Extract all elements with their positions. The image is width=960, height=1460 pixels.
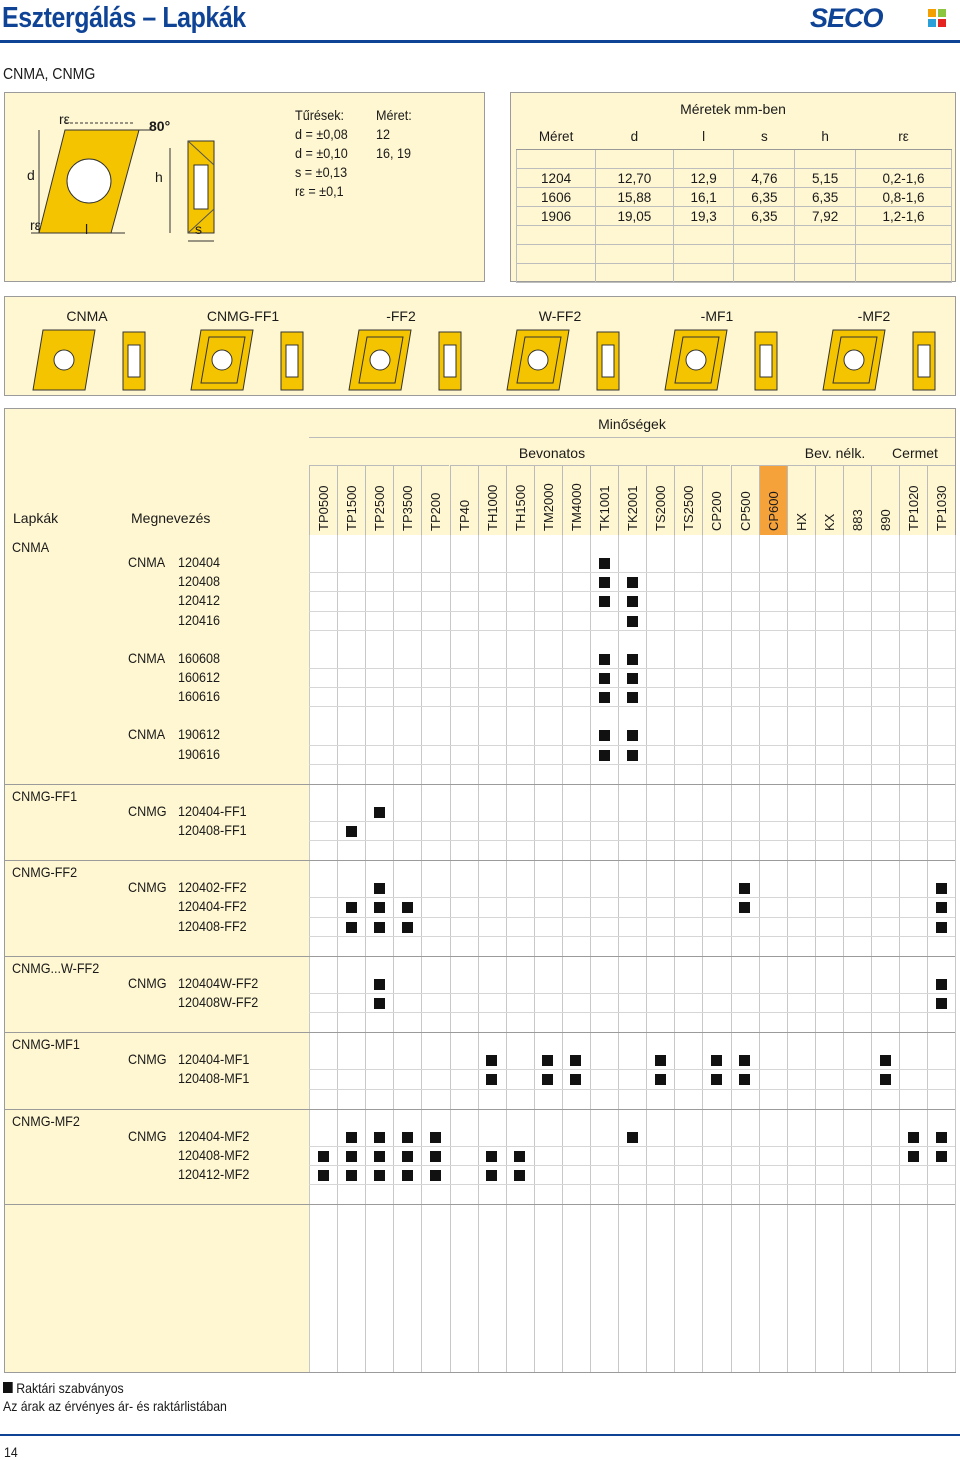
grade-header-label: TP40: [456, 499, 472, 531]
stock-mark-icon: [430, 1151, 441, 1162]
tolerance-line: d = ±0,08: [295, 126, 348, 142]
insert-type-label: W-FF2: [538, 308, 582, 324]
insert-type-label: -FF2: [386, 308, 416, 324]
grade-header: [590, 465, 618, 535]
dim-cell: 12,9: [673, 169, 734, 188]
d-label: d: [27, 167, 35, 183]
grid-hline: [309, 764, 955, 765]
grade-header: [843, 465, 871, 535]
grade-header-label: TM4000: [568, 483, 584, 531]
grade-header: [337, 465, 365, 535]
grid-hline: [309, 993, 955, 994]
tolerance-line: rε = ±0,1: [295, 183, 344, 199]
row-size: 120412: [178, 592, 221, 609]
dim-header: Méret: [517, 124, 596, 150]
l-label: l: [85, 221, 89, 237]
grid-hline: [309, 611, 955, 612]
dim-spacer: [517, 226, 952, 245]
dimensions-header-row: [517, 124, 952, 150]
col-megnevezes: Megnevezés: [131, 510, 211, 526]
grade-header: [787, 465, 815, 535]
row-size: 120404-MF1: [178, 1051, 250, 1068]
grade-header: [731, 465, 759, 535]
stock-mark-icon: [346, 922, 357, 933]
stock-mark-icon: [402, 1170, 413, 1181]
s-label: s: [195, 221, 202, 237]
stock-mark-icon: [402, 1132, 413, 1143]
page-header: [0, 0, 960, 40]
grade-header-label: CP600: [765, 491, 781, 531]
grid-vline: [674, 535, 675, 1372]
stock-mark-icon: [402, 902, 413, 913]
dim-cell: 6,35: [734, 188, 795, 207]
stock-mark-icon: [627, 730, 638, 741]
grid-hline: [309, 745, 955, 746]
size-line: 12: [376, 126, 391, 142]
dim-cell: 0,8-1,6: [856, 188, 952, 207]
insert-shape-icon: [33, 330, 145, 390]
grade-header: [393, 465, 421, 535]
stock-mark-icon: [908, 1151, 919, 1162]
grid-vline: [843, 535, 844, 1372]
grade-header: [646, 465, 674, 535]
grade-header: [815, 465, 843, 535]
dim-spacer: [517, 150, 952, 169]
row-code: CNMG: [128, 802, 167, 819]
row-size: 160612: [178, 669, 221, 685]
stock-mark-icon: [374, 1170, 385, 1181]
grade-header: [871, 465, 899, 535]
grade-header: [421, 465, 449, 535]
dim-row: [517, 188, 952, 207]
dim-cell: 16,1: [673, 188, 734, 207]
grade-header: [618, 465, 646, 535]
grade-header-label: TH1000: [484, 484, 500, 531]
grid-hline: [309, 1165, 955, 1166]
dim-cell: 5,15: [795, 169, 856, 188]
grid-hline: [309, 917, 955, 918]
stock-mark-icon: [627, 750, 638, 761]
grid-vline: [478, 535, 479, 1372]
grid-hline: [309, 1012, 955, 1013]
grid-vline: [731, 535, 732, 1372]
re-label: rε: [59, 111, 70, 127]
h-label: h: [155, 169, 163, 185]
stock-mark-icon: [374, 883, 385, 894]
row-size: 120408-FF2: [178, 917, 247, 934]
stock-mark-icon: [374, 902, 385, 913]
stock-mark-icon: [739, 902, 750, 913]
row-size: 120412-MF2: [178, 1166, 250, 1182]
grade-header: [899, 465, 927, 535]
stock-mark-icon: [627, 654, 638, 665]
stock-mark-icon: [936, 1132, 947, 1143]
insert-type-label: -MF1: [700, 308, 734, 324]
size-title: Méret:: [376, 107, 412, 123]
insert-shape-icon: [823, 330, 935, 390]
row-size: 120408-MF2: [178, 1146, 250, 1163]
insert-shape-icon: [507, 330, 619, 390]
grid-vline: [337, 535, 338, 1372]
stock-mark-icon: [486, 1074, 497, 1085]
footer-note: Az árak az érvényes ár- és raktárlistában: [3, 1398, 227, 1414]
row-size: 120408: [178, 573, 221, 590]
stock-mark-icon: [570, 1074, 581, 1085]
dim-cell: 6,35: [795, 188, 856, 207]
legend-text: Raktári szabványos: [16, 1380, 124, 1396]
insert-shape-icon: [191, 330, 303, 390]
grade-header: [450, 465, 478, 535]
grade-header: [759, 465, 787, 535]
stock-mark-icon: [374, 1151, 385, 1162]
tolerance-line: d = ±0,10: [295, 145, 348, 161]
stock-mark-icon: [374, 1132, 385, 1143]
grade-header-label: TP2500: [372, 485, 388, 531]
dim-header: d: [596, 124, 674, 150]
size-block: [376, 106, 412, 163]
grid-vline: [506, 535, 507, 1372]
angle-label: 80°: [149, 118, 171, 134]
stock-mark-icon: [430, 1132, 441, 1143]
stock-mark-icon: [514, 1170, 525, 1181]
grid-hline: [309, 897, 955, 898]
grid-vline: [899, 535, 900, 1372]
grade-header-label: CP200: [709, 491, 725, 531]
row-size: 160608: [178, 649, 221, 666]
grid-vline: [590, 535, 591, 1372]
stock-mark-icon: [486, 1170, 497, 1181]
row-size: 120404-FF1: [178, 802, 247, 819]
grade-header-label: TP1500: [344, 485, 360, 531]
grid-vline: [955, 535, 956, 1372]
dim-cell: 7,92: [795, 207, 856, 226]
group-separator: [5, 1204, 955, 1205]
grid-vline: [618, 535, 619, 1372]
group-label: CNMG-FF1: [12, 787, 78, 804]
grid-hline: [309, 1146, 955, 1147]
dim-header: l: [673, 124, 734, 150]
stock-mark-icon: [711, 1074, 722, 1085]
stock-mark-icon: [599, 558, 610, 569]
insert-shapes-drawing: [5, 297, 955, 397]
stock-mark-icon: [346, 826, 357, 837]
tolerance-line: s = ±0,13: [295, 164, 348, 180]
stock-mark-icon: [599, 730, 610, 741]
stock-mark-icon: [599, 577, 610, 588]
stock-mark-icon: [739, 1055, 750, 1066]
grid-vline: [787, 535, 788, 1372]
stock-mark-icon: [880, 1055, 891, 1066]
stock-mark-icon: [486, 1151, 497, 1162]
row-code: CNMG: [128, 879, 167, 896]
grade-header-label: TK2001: [625, 485, 641, 531]
dimensions-panel: [510, 92, 956, 282]
stock-mark-icon: [346, 1170, 357, 1181]
grades-grid-layer: [5, 409, 955, 1372]
col-lapkak: Lapkák: [13, 510, 59, 526]
dim-spacer: [517, 245, 952, 264]
grade-header-label: 883: [849, 509, 865, 531]
grade-header: [702, 465, 730, 535]
grid-hline: [309, 936, 955, 937]
grade-header: [365, 465, 393, 535]
stock-mark-icon: [880, 1074, 891, 1085]
row-code: CNMA: [128, 554, 166, 570]
stock-mark-icon: [402, 1151, 413, 1162]
grade-header-label: TP1030: [934, 485, 950, 531]
row-size: 190612: [178, 726, 221, 743]
dim-header: s: [734, 124, 795, 150]
stock-mark-icon: [627, 596, 638, 607]
grid-hline: [309, 1184, 955, 1185]
grid-vline: [365, 535, 366, 1372]
group-label: CNMG-MF1: [12, 1036, 80, 1053]
grid-vline: [759, 535, 760, 1372]
grid-hline: [309, 1069, 955, 1070]
cermet-title: Cermet: [875, 437, 955, 465]
group-label: CNMA: [12, 539, 50, 555]
stock-mark-icon: [627, 692, 638, 703]
coated-title: Bevonatos: [309, 437, 795, 465]
grade-header-label: TK1001: [597, 485, 613, 531]
row-code: CNMG: [128, 1127, 167, 1144]
stock-mark-icon: [739, 883, 750, 894]
stock-mark-icon: [374, 807, 385, 818]
stock-mark-icon: [486, 1055, 497, 1066]
grade-header: [506, 465, 534, 535]
row-size: 120404: [178, 554, 221, 570]
grade-header-label: TP200: [428, 492, 444, 531]
stock-mark-icon: [599, 596, 610, 607]
stock-mark-icon: [346, 1151, 357, 1162]
grid-hline: [309, 821, 955, 822]
grade-header-label: TP3500: [400, 485, 416, 531]
grade-header: [927, 465, 955, 535]
grid-hline: [309, 591, 955, 592]
grid-vline: [393, 535, 394, 1372]
dimensions-title: Méretek mm-ben: [680, 101, 786, 117]
grade-header-label: TS2500: [681, 485, 697, 531]
row-code: CNMG: [128, 974, 167, 991]
seco-logo: [808, 6, 958, 30]
group-separator: [5, 956, 955, 957]
group-separator: [5, 860, 955, 861]
stock-mark-icon: [374, 998, 385, 1009]
grid-vline: [702, 535, 703, 1372]
grade-header-label: TP0500: [316, 485, 332, 531]
grid-vline: [309, 535, 310, 1372]
dim-cell: 0,2-1,6: [856, 169, 952, 188]
grade-header-label: TM2000: [540, 483, 556, 531]
grade-header: [562, 465, 590, 535]
size-line: 16, 19: [376, 145, 412, 161]
grades-table: [4, 408, 956, 1373]
dim-header: rε: [856, 124, 952, 150]
stock-mark-icon: [936, 1151, 947, 1162]
row-code: CNMG: [128, 1051, 167, 1068]
grid-hline: [309, 687, 955, 688]
grid-vline: [871, 535, 872, 1372]
row-size: 120402-FF2: [178, 879, 247, 896]
stock-mark-icon: [542, 1055, 553, 1066]
grade-header: [534, 465, 562, 535]
dim-header: h: [795, 124, 856, 150]
insert-type-label: CNMA: [66, 308, 108, 324]
grade-header-label: TS2000: [653, 485, 669, 531]
row-size: 190616: [178, 745, 221, 762]
dim-cell: 12,70: [596, 169, 674, 188]
logo-text: SECO: [810, 6, 883, 30]
stock-mark-icon: [570, 1055, 581, 1066]
tolerance-title: Tűrések:: [295, 107, 345, 123]
row-size: 120404-FF2: [178, 898, 247, 915]
row-size: 120408W-FF2: [178, 994, 259, 1010]
stock-mark-icon: [655, 1055, 666, 1066]
group-label: CNMG-MF2: [12, 1112, 80, 1129]
grade-header: [674, 465, 702, 535]
stock-mark-icon: [655, 1074, 666, 1085]
stock-mark-icon: [627, 577, 638, 588]
dim-cell: 1606: [517, 188, 596, 207]
row-size: 120416: [178, 611, 221, 628]
dim-cell: 4,76: [734, 169, 795, 188]
stock-mark-icon: [739, 1074, 750, 1085]
stock-mark-icon: [627, 673, 638, 684]
grid-hline: [309, 572, 955, 573]
row-size: 160616: [178, 688, 221, 705]
grade-header-label: KX: [821, 513, 837, 531]
stock-mark-icon: [599, 692, 610, 703]
legend-square-icon: [3, 1382, 13, 1393]
grid-hline: [309, 706, 955, 707]
grade-header-label: TH1500: [512, 484, 528, 531]
row-size: 120404-MF2: [178, 1127, 250, 1144]
insert-diagram-panel: [4, 92, 485, 282]
stock-mark-icon: [599, 654, 610, 665]
grid-vline: [646, 535, 647, 1372]
insert-shape-icon: [349, 330, 461, 390]
grid-vline: [562, 535, 563, 1372]
dim-cell: 1204: [517, 169, 596, 188]
stock-mark-icon: [936, 998, 947, 1009]
stock-mark-icon: [542, 1074, 553, 1085]
dim-row: [517, 207, 952, 226]
stock-mark-icon: [936, 922, 947, 933]
legend: [3, 1380, 124, 1396]
dimensions-table: [516, 123, 952, 283]
insert-type-label: -MF2: [857, 308, 891, 324]
stock-mark-icon: [908, 1132, 919, 1143]
stock-mark-icon: [374, 979, 385, 990]
group-separator: [5, 1032, 955, 1033]
grid-hline: [309, 1089, 955, 1090]
row-size: 120408-FF1: [178, 822, 247, 838]
dim-cell: 19,05: [596, 207, 674, 226]
stock-mark-icon: [936, 902, 947, 913]
stock-mark-icon: [711, 1055, 722, 1066]
insert-types-strip: [4, 296, 956, 396]
group-label: CNMG-FF2: [12, 864, 78, 881]
grade-header-label: TP1020: [906, 485, 922, 531]
group-label: CNMG...W-FF2: [12, 959, 100, 976]
dim-cell: 15,88: [596, 188, 674, 207]
insert-type-label: CNMG-FF1: [206, 308, 280, 324]
dim-cell: 1906: [517, 207, 596, 226]
stock-mark-icon: [346, 1132, 357, 1143]
dim-row: [517, 169, 952, 188]
grid-vline: [927, 535, 928, 1372]
footer-rule: [0, 1434, 960, 1436]
grid-vline: [421, 535, 422, 1372]
page-number: 14: [4, 1444, 18, 1460]
stock-mark-icon: [374, 922, 385, 933]
grid-hline: [309, 630, 955, 631]
stock-mark-icon: [318, 1170, 329, 1181]
group-separator: [5, 784, 955, 785]
dim-cell: 1,2-1,6: [856, 207, 952, 226]
header-rule: [0, 40, 960, 43]
stock-mark-icon: [430, 1170, 441, 1181]
grade-header-label: CP500: [737, 491, 753, 531]
uncoated-title: Bev. nélk.: [795, 437, 875, 465]
grid-hline: [309, 668, 955, 669]
grid-vline: [815, 535, 816, 1372]
grade-header: [309, 465, 337, 535]
grid-vline: [534, 535, 535, 1372]
stock-mark-icon: [402, 922, 413, 933]
dim-cell: 6,35: [734, 207, 795, 226]
re-label-bottom: rε: [30, 217, 41, 233]
stock-mark-icon: [514, 1151, 525, 1162]
row-code: CNMA: [128, 649, 166, 666]
dim-spacer: [517, 264, 952, 283]
tolerance-block: [295, 106, 348, 201]
stock-mark-icon: [599, 673, 610, 684]
grades-group-title: Minőségek: [598, 416, 666, 432]
insert-geometry-diagram: [5, 93, 485, 283]
stock-mark-icon: [599, 750, 610, 761]
dim-cell: 19,3: [673, 207, 734, 226]
section-subtitle: CNMA, CNMG: [3, 66, 96, 83]
insert-shape-icon: [665, 330, 777, 390]
row-size: 120404W-FF2: [178, 974, 259, 991]
row-size: 120408-MF1: [178, 1070, 250, 1087]
stock-mark-icon: [318, 1151, 329, 1162]
stock-mark-icon: [627, 1132, 638, 1143]
stock-mark-icon: [936, 883, 947, 894]
page-title: Esztergálás – Lapkák: [2, 2, 246, 34]
grade-header-label: HX: [793, 512, 809, 531]
stock-mark-icon: [627, 616, 638, 627]
stock-mark-icon: [936, 979, 947, 990]
grid-hline: [309, 840, 955, 841]
grade-header-label: 890: [878, 509, 894, 531]
row-code: CNMA: [128, 726, 166, 743]
grade-header: [478, 465, 506, 535]
group-separator: [5, 1109, 955, 1110]
stock-mark-icon: [346, 902, 357, 913]
grid-vline: [450, 535, 451, 1372]
